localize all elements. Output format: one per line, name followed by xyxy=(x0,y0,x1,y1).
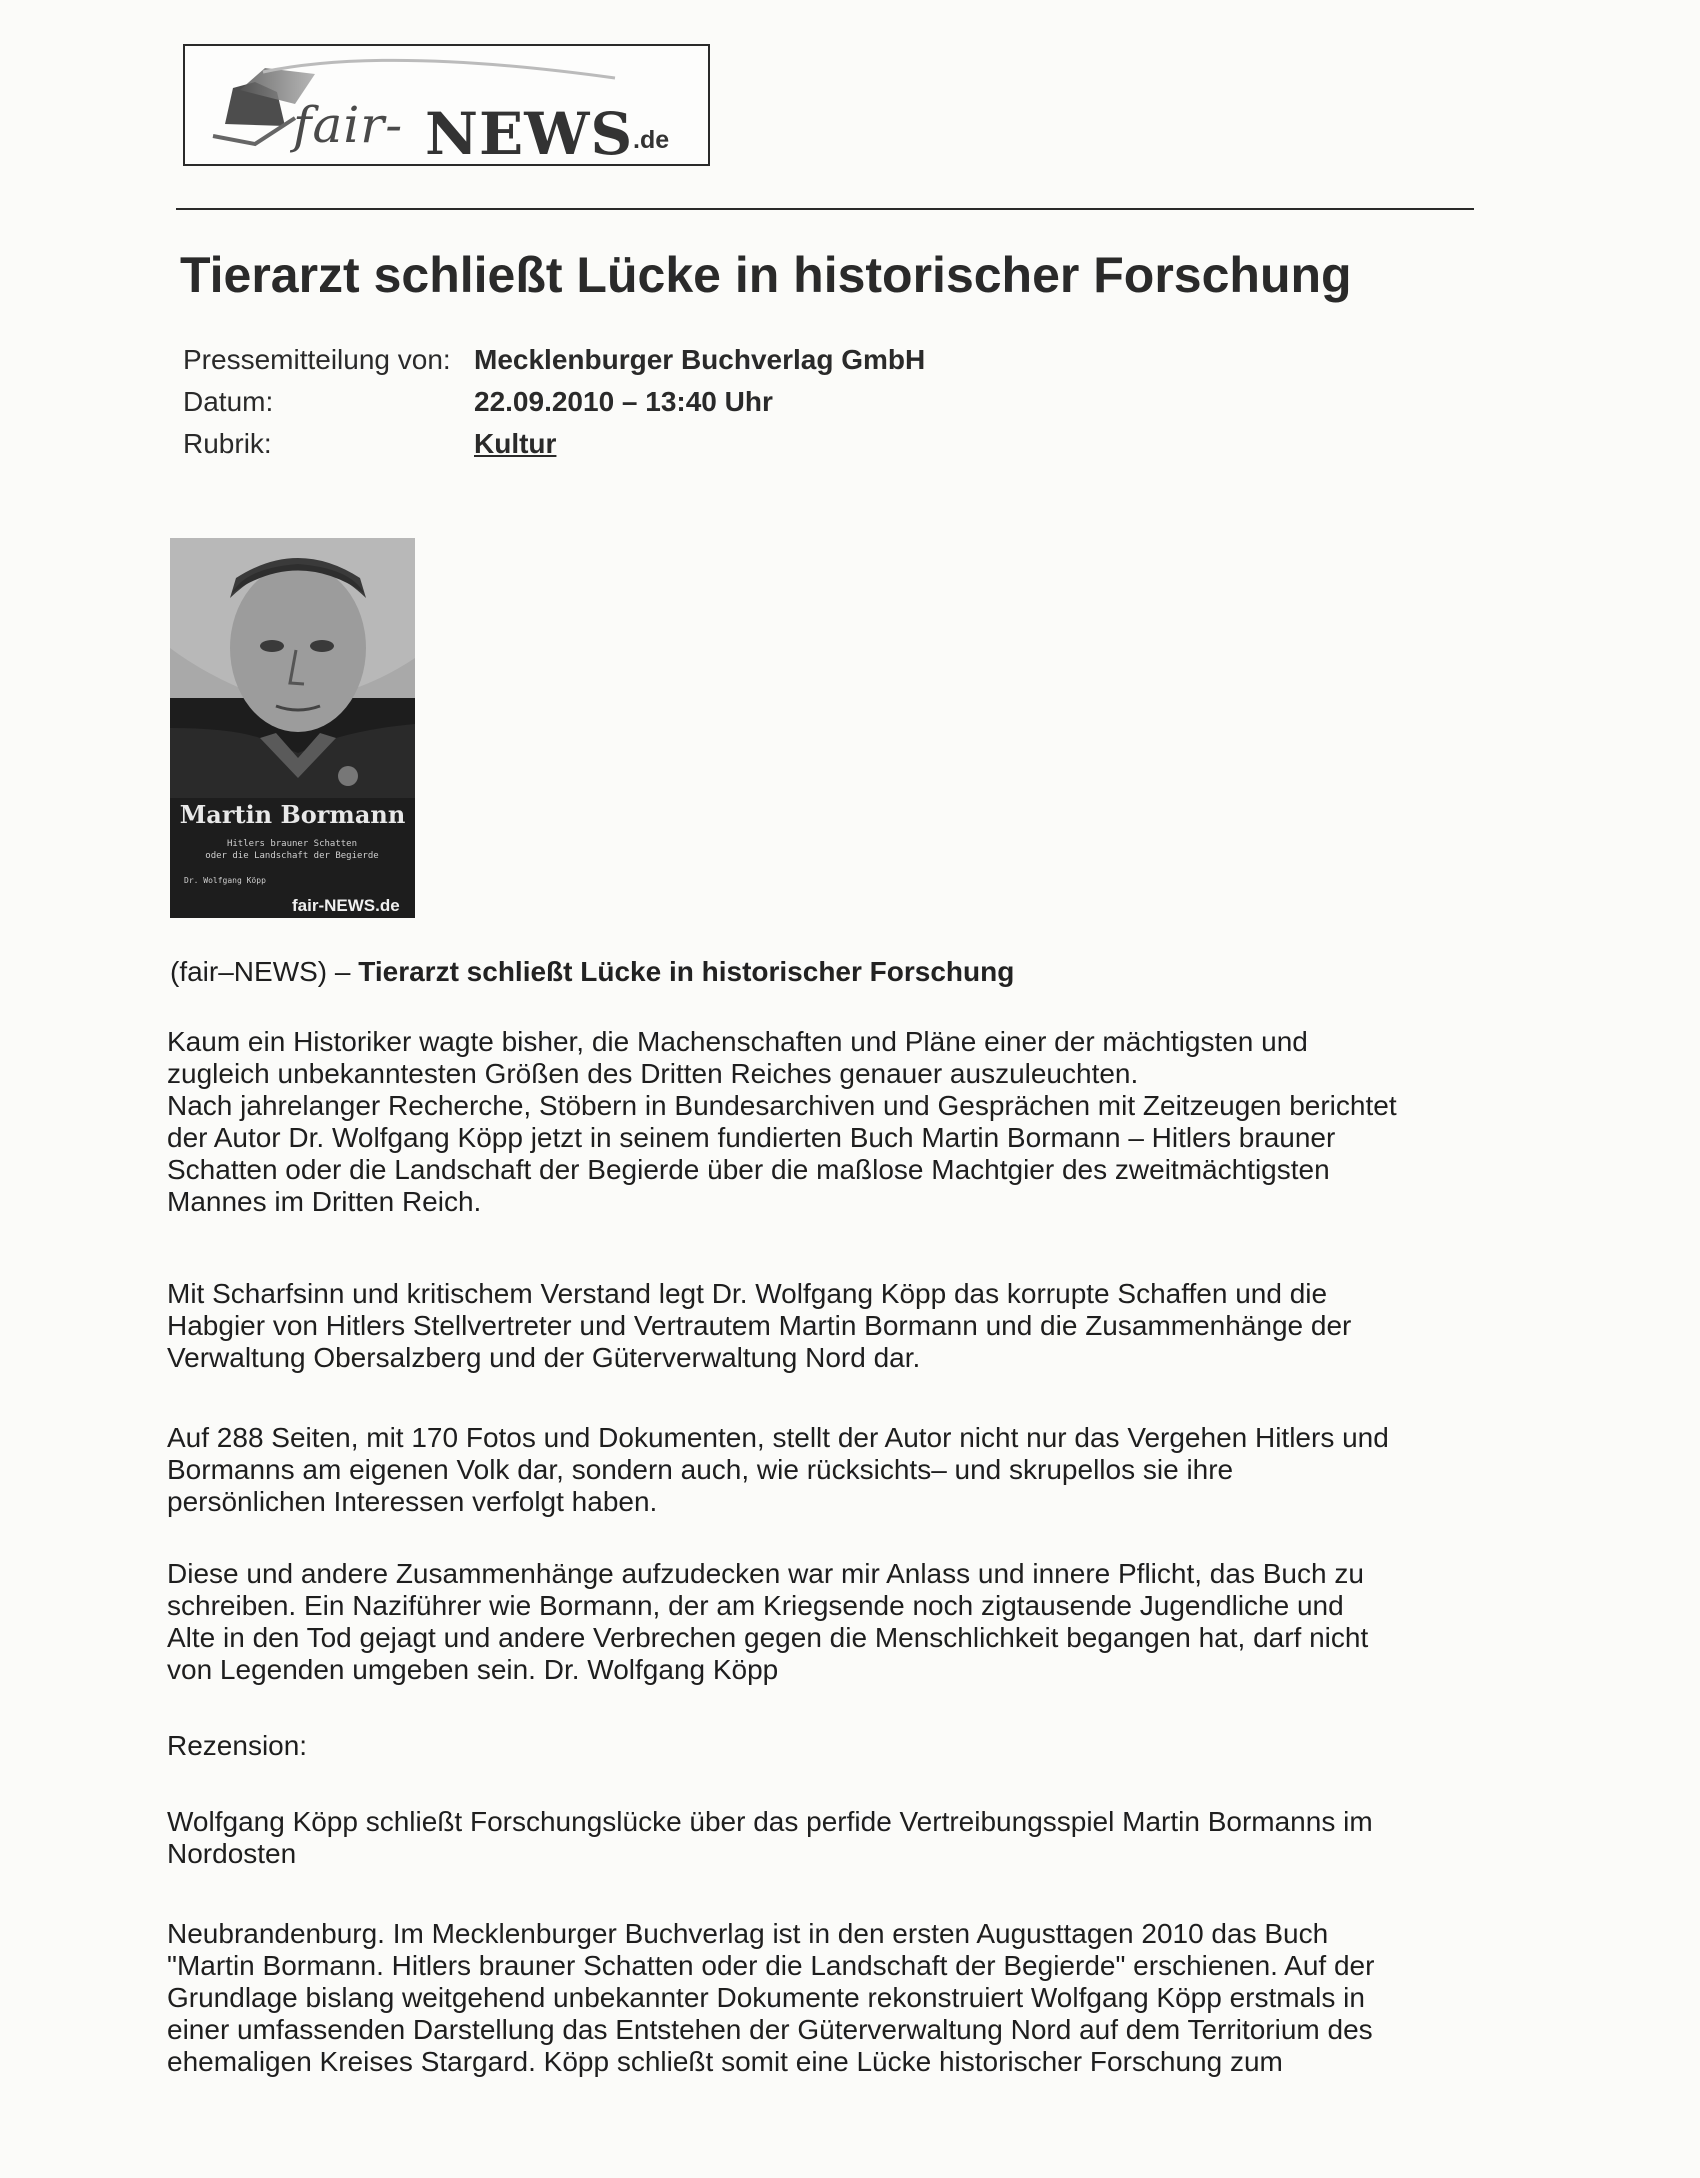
paragraph-line: ehemaligen Kreises Stargard. Köpp schließt somit eine Lücke historischer Forschung zum xyxy=(167,2046,1283,2077)
paragraph-line: Kaum ein Historiker wagte bisher, die Machenschaften und Pläne einer der mächtigsten und xyxy=(167,1026,1308,1057)
book-cover-image xyxy=(170,538,415,918)
paragraph-line: Alte in den Tod gejagt und andere Verbrechen gegen die Menschlichkeit begangen hat, darf nicht xyxy=(167,1622,1369,1653)
paragraph-line: "Martin Bormann. Hitlers brauner Schatten oder die Landschaft der Begierde" erschienen. Auf der xyxy=(167,1950,1375,1981)
category-label: Rubrik: xyxy=(183,428,272,459)
cover-subtitle-line-1: Hitlers brauner Schatten xyxy=(226,839,358,849)
paragraph-line: von Legenden umgeben sein. Dr. Wolfgang Köpp xyxy=(167,1654,779,1685)
paragraph-line: Verwaltung Obersalzberg und der Güterverwaltung Nord dar. xyxy=(167,1342,921,1373)
article-title: Tierarzt schließt Lücke in historischer Forschung xyxy=(180,247,1352,303)
cover-subtitle-line-2: oder die Landschaft der Begierde xyxy=(205,851,379,861)
paragraph-4-quote xyxy=(167,1558,1477,1686)
paragraph-line: Nordosten xyxy=(167,1838,297,1869)
paragraph-2 xyxy=(167,1278,1477,1374)
cover-title: Martin Bormann xyxy=(179,800,406,829)
logo-news-text: NEWS xyxy=(425,100,634,168)
date-label: Datum: xyxy=(183,386,274,417)
paragraph-line: zugleich unbekanntesten Größen des Dritten Reiches genauer auszuleuchten. xyxy=(167,1058,1139,1089)
date-value: 22.09.2010 – 13:40 Uhr xyxy=(474,386,773,417)
paragraph-line: Grundlage bislang weitgehend unbekannter Dokumente rekonstruiert Wolfgang Köpp erstmals in xyxy=(167,1982,1365,2013)
logo-tld-text: .de xyxy=(633,126,670,154)
header-divider xyxy=(176,208,1474,210)
paragraph-line: Auf 288 Seiten, mit 170 Fotos und Dokumenten, stellt der Autor nicht nur das Vergehen Hitlers und xyxy=(167,1422,1389,1453)
paragraph-line: einer umfassenden Darstellung das Entstehen der Güterverwaltung Nord auf dem Territorium des xyxy=(167,2014,1373,2045)
lead-source: (fair–NEWS) – xyxy=(170,956,351,987)
cover-subtitle xyxy=(192,838,392,862)
lead-title: Tierarzt schließt Lücke in historischer Forschung xyxy=(358,956,1015,987)
paragraph-line: Schatten oder die Landschaft der Begierde über die maßlose Machtgier des zweitmächtigsten xyxy=(167,1154,1330,1185)
paragraph-line: Wolfgang Köpp schließt Forschungslücke über das perfide Vertreibungsspiel Martin Bormanns im xyxy=(167,1806,1373,1837)
paragraph-line: persönlichen Interessen verfolgt haben. xyxy=(167,1486,658,1517)
review-heading xyxy=(167,1730,1477,1762)
review-body xyxy=(167,1918,1477,2078)
paragraph-line: Diese und andere Zusammenhänge aufzudecken war mir Anlass und innere Pflicht, das Buch zu xyxy=(167,1558,1364,1589)
paragraph-line: Nach jahrelanger Recherche, Stöbern in Bundesarchiven und Gesprächen mit Zeitzeugen berichtet xyxy=(167,1090,1397,1121)
paragraph-line: der Autor Dr. Wolfgang Köpp jetzt in seinem fundierten Buch Martin Bormann – Hitlers brauner xyxy=(167,1122,1336,1153)
article-lead xyxy=(170,956,1014,988)
publisher-label: Pressemitteilung von: xyxy=(183,344,451,375)
paragraph-line: Mit Scharfsinn und kritischem Verstand legt Dr. Wolfgang Köpp das korrupte Schaffen und die xyxy=(167,1278,1328,1309)
paragraph-line: Neubrandenburg. Im Mecklenburger Buchverlag ist in den ersten Augusttagen 2010 das Buch xyxy=(167,1918,1329,1949)
review-subheading xyxy=(167,1806,1477,1870)
publisher-value: Mecklenburger Buchverlag GmbH xyxy=(474,344,926,375)
paragraph-1 xyxy=(167,1026,1477,1218)
paragraph-line: Bormanns am eigenen Volk dar, sondern auch, wie rücksichts– und skrupellos sie ihre xyxy=(167,1454,1234,1485)
logo-fair-text: fair- xyxy=(293,96,404,154)
category-link[interactable]: Kultur xyxy=(474,428,557,459)
paragraph-line: Mannes im Dritten Reich. xyxy=(167,1186,482,1217)
paragraph-line: schreiben. Ein Naziführer wie Bormann, der am Kriegsende noch zigtausende Jugendliche und xyxy=(167,1590,1344,1621)
fair-news-logo xyxy=(183,44,710,166)
paragraph-3 xyxy=(167,1422,1477,1518)
cover-author: Dr. Wolfgang Köpp xyxy=(184,876,266,885)
cover-watermark: fair-NEWS.de xyxy=(292,896,400,915)
paragraph-line: Habgier von Hitlers Stellvertreter und Vertrautem Martin Bormann und die Zusammenhänge der xyxy=(167,1310,1352,1341)
paragraph-line: Rezension: xyxy=(167,1730,308,1761)
